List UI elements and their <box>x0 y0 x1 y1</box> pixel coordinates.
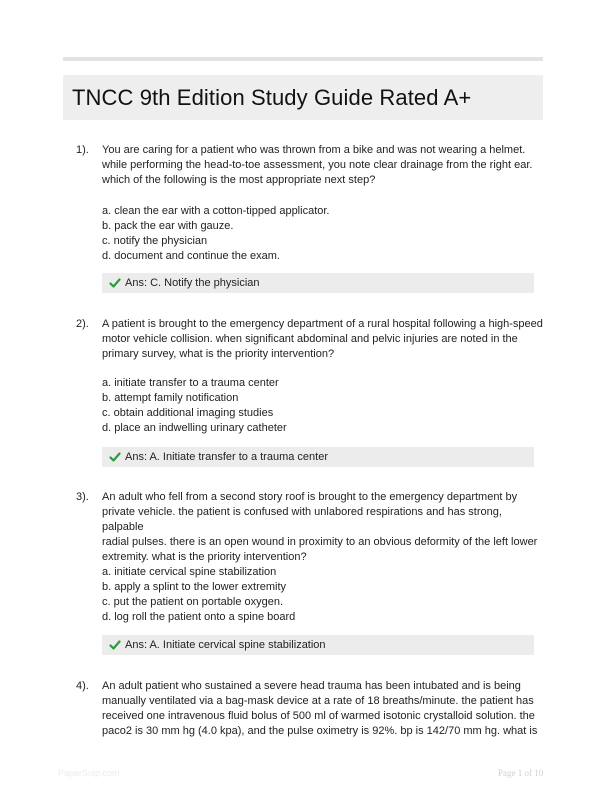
option-a: a. clean the ear with a cotton-tipped applicator. <box>102 205 330 217</box>
question-number: 3). <box>76 491 89 503</box>
question-line: A patient is brought to the emergency department of a rural hospital following a high-speed <box>102 318 543 330</box>
checkmark-icon <box>109 451 121 463</box>
option-d: d. place an indwelling urinary catheter <box>102 422 287 434</box>
option-list <box>102 204 542 264</box>
question-line: radial pulses. there is an open wound in proximity to an obvious deformity of the left lower <box>102 536 538 548</box>
document-title: TNCC 9th Edition Study Guide Rated A+ <box>72 84 472 110</box>
option-list <box>102 376 542 436</box>
checkmark-icon <box>109 639 121 651</box>
question-number: 2). <box>76 318 89 330</box>
answer-text: Ans: A. Initiate transfer to a trauma center <box>125 451 328 463</box>
footer-watermark: PaperSnip.com <box>58 768 120 778</box>
page-indicator: Page 1 of 10 <box>498 768 544 778</box>
title-banner <box>63 75 543 120</box>
option-a: a. initiate cervical spine stabilization <box>102 566 277 578</box>
question-number: 4). <box>76 680 89 692</box>
question-text <box>102 143 546 188</box>
question-line: received one intravenous fluid bolus of 500 ml of warmed isotonic crystalloid solution. the <box>102 710 535 722</box>
question-line: An adult who fell from a second story roof is brought to the emergency department by <box>102 491 518 503</box>
checkmark-icon <box>109 277 121 289</box>
question-text <box>102 490 546 565</box>
question-line: primary survey, what is the priority intervention? <box>102 348 335 360</box>
option-a: a. initiate transfer to a trauma center <box>102 377 279 389</box>
question-line: manually ventilated via a bag-mask device at a rate of 18 breaths/minute. the patient has <box>102 695 534 707</box>
question-text <box>102 679 546 739</box>
option-b: b. apply a splint to the lower extremity <box>102 581 287 593</box>
question-text <box>102 317 546 362</box>
question-line: motor vehicle collision. when significant abdominal and pelvic injuries are noted in the <box>102 333 518 345</box>
answer-box <box>102 635 534 655</box>
option-b: b. attempt family notification <box>102 392 239 404</box>
option-b: b. pack the ear with gauze. <box>102 220 234 232</box>
option-c: c. obtain additional imaging studies <box>102 407 274 419</box>
question-line: private vehicle. the patient is confused with unlabored respirations and has strong, palpable <box>102 506 502 533</box>
question-line: An adult patient who sustained a severe head trauma has been intubated and is being <box>102 680 521 692</box>
answer-text: Ans: C. Notify the physician <box>125 277 260 289</box>
question-number: 1). <box>76 144 89 156</box>
answer-text: Ans: A. Initiate cervical spine stabilization <box>125 639 326 651</box>
option-c: c. notify the physician <box>102 235 208 247</box>
question-line: extremity. what is the priority intervention? <box>102 551 307 563</box>
question-line: which of the following is the most appropriate next step? <box>102 174 376 186</box>
option-c: c. put the patient on portable oxygen. <box>102 596 284 608</box>
question-line: paco2 is 30 mm hg (4.0 kpa), and the pulse oximetry is 92%. bp is 142/70 mm hg. what is <box>102 725 538 737</box>
question-line: while performing the head-to-toe assessment, you note clear drainage from the right ear. <box>102 159 533 171</box>
answer-box <box>102 273 534 293</box>
top-divider <box>63 57 543 61</box>
question-line: You are caring for a patient who was thrown from a bike and was not wearing a helmet. <box>102 144 526 156</box>
option-d: d. log roll the patient onto a spine board <box>102 611 296 623</box>
answer-box <box>102 447 534 467</box>
option-list <box>102 565 542 625</box>
option-d: d. document and continue the exam. <box>102 250 280 262</box>
